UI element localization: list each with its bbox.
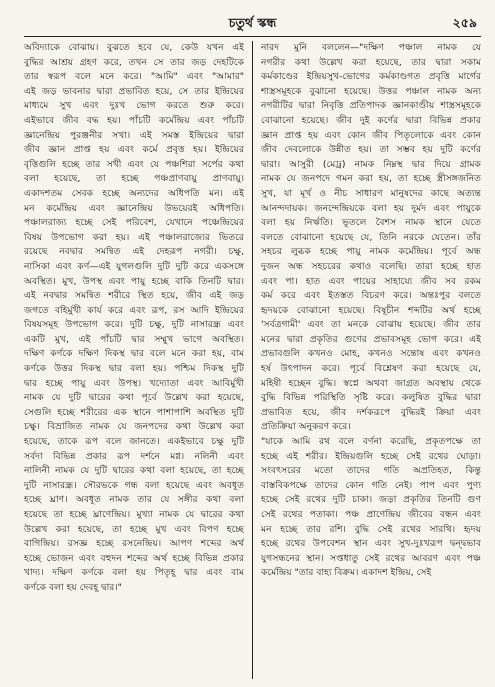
text-line: এইভাবে জীব বদ্ধ হয়। পাঁচটি কর্মেন্দ্রিয় এবং পাঁচটি: [24, 114, 244, 126]
text-line: জীব জ্ঞান প্রাপ্ত হয় এবং কর্মে প্রবৃত্ত হয়। ইন্দ্রিয়ের: [24, 144, 244, 156]
right-column: [252, 41, 481, 679]
text-columns: [24, 41, 481, 679]
page-number: ২৫৯: [452, 15, 477, 30]
text-line: দ্বারা। আসুরী (মেঢ্র) নামক নিম্নস্থ দ্বার দিয়ে গ্রামক: [261, 158, 481, 170]
text-line: রয়েছে নবদ্বার সমন্বিত এই দেহরূপ নগরী। চক্ষু,: [24, 246, 244, 258]
text-line: দুজন অন্ধ সহচরের কথাও বলেছি। তারা হচ্ছে হাত: [261, 260, 481, 272]
text-line: সেগুলি হচ্ছে শরীরের এক স্থানে পাশাপাশি অবস্থিত দুটি: [24, 406, 244, 418]
text-line: কর্ণকে উত্তর দিকস্থ দ্বার বলা হয়। পশ্চিম দিকস্থ দুটি: [24, 363, 244, 375]
text-line: জগতে বহির্মুখী কার্য করে এবং রূপ, রস আদি ইন্দ্রিয়ের: [24, 304, 244, 316]
text-line: বলতে বোঝানো হয়েছে যে, তিনি নরকে যেতেন। তাঁর: [261, 231, 481, 243]
text-line: বুদ্ধির আশ্রয় গ্রহণ করে, তখন সে তার জড় দেহটিকে: [24, 56, 244, 68]
text-line: সুখ, যা মূর্খ ও নীচ সাধারণ মানুষদের কাছে অত্যন্ত: [261, 187, 481, 199]
text-line: এই জড় ভাবনার দ্বারা প্রভাবিত হয়ে, সে তার ইন্দ্রিয়ের: [24, 85, 244, 97]
text-line: দক্ষিণ কর্ণকে দক্ষিণ দিকস্থ দ্বার বলে মনে করা হয়, বাম: [24, 348, 244, 360]
text-line: নাসিকা এবং কর্ণ—এই যুগলগুলি দুটি দুটি করে একসঙ্গে: [24, 260, 244, 272]
text-line: হয়েছে তা হচ্ছে ঘ্রাণেন্দ্রিয়। মুখ্যা নামক যে দ্বারের কথা: [24, 509, 244, 520]
text-line: নারদ মুনি বললেন—"দক্ষিণ পঞ্চাল নামক যে: [261, 42, 481, 53]
text-line: বাগিন্দ্রিয়। রসজ্ঞ হচ্ছে রসনেন্দ্রিয়। আপণ শব্দের অর্থ: [24, 538, 244, 550]
text-line: হচ্ছে রথের উপবেশন স্থান এবং সুখ-দুঃখরূপ দ্বন্দ্বভাব: [261, 538, 481, 550]
text-line: অবস্থিত। মুখ, উপস্থ এবং পায়ু হচ্ছে বাকি তিনটি দ্বার।: [24, 275, 244, 287]
text-line: নামক যে দুটি দ্বারের কথা পূর্বে উল্লেখ করা হয়েছে,: [24, 392, 244, 404]
text-line: "যাকে আমি রথ বলে বর্ণনা করেছি, প্রকৃতপক্ষে তা: [261, 436, 481, 448]
text-line: বিষয়সমূহ উপভোগ করে। দুটি চক্ষু, দুটি নাসারন্ধ্র এবং: [24, 319, 244, 331]
text-line: বৃত্তিগুলি হচ্ছে তার সখী এবং যে পঞ্চশিরা সর্পের কথা: [24, 158, 244, 170]
text-line: হচ্ছে ভোজন এবং বহুদন শব্দের অর্থ হচ্ছে বিভিন্ন প্রকার: [24, 552, 244, 564]
left-column: [24, 41, 252, 679]
text-line: নগরীর কথা উল্লেখ করা হয়েছে, তার দ্বারা সকাম: [261, 56, 481, 68]
text-line: দুটি নাসারন্ধ্র। সৌরভকে গন্ধ বলা হয়েছে এবং অবধূত: [24, 479, 244, 491]
text-line: প্রভাবগুলি কখনও মোহ, কখনও সন্তোষ এবং কখনও: [261, 348, 481, 360]
text-line: হচ্ছে ঘ্রাণ। অবধূত নামক তার যে সঙ্গীর কথা বলা: [24, 494, 244, 506]
text-line: কর্মকাণ্ডের ইন্দ্রিয়সুখ-ভোগের কর্মকাণ্ডগত প্রবৃত্তি মার্গের: [261, 71, 481, 83]
text-line: প্রভাবিত হয়ে, জীব দর্শকরূপে বুদ্ধিরই ক্রিয়া এবং: [261, 406, 481, 418]
text-line: প্রতিক্রিয়া অনুকরণ করে।: [261, 421, 351, 433]
text-line: বুদ্ধি বিভিন্ন পরিস্থিতি সৃষ্টি করে। কলুষিত বুদ্ধির দ্বারা: [261, 392, 481, 404]
text-line: হয়েছে, তাকে রূপ বলে জানতে। একইভাবে চক্ষু দুটি: [24, 436, 244, 448]
text-line: একটি মুখ, এই পাঁচটি দ্বার সম্মুখ ভাগে অবস্থিত।: [24, 333, 244, 345]
text-line: হচ্ছে এই শরীর। ইন্দ্রিয়গুলি হচ্ছে সেই রথের ঘোড়া।: [261, 450, 481, 462]
text-line: বলা হয়েছে, তা হচ্ছে পঞ্চপ্রাণবায়ু প্রাণবায়ু।: [24, 173, 244, 185]
running-title: চতুর্থ স্কন্ধ: [228, 15, 277, 30]
text-line: অবিদ্যাকে বোঝায়। বুঝতে হবে যে, কেউ যখন এই: [24, 42, 244, 53]
text-line: মন কর্মেন্দ্রিয় এবং জ্ঞানেন্দ্রিয় উভয়েরই অধিপতি।: [24, 202, 244, 214]
text-line: খাদ্য। দক্ষিণ কর্ণকে বলা হয় পিতৃহূ দ্বার এবং বাম: [24, 567, 244, 579]
text-line: চক্ষু। বিভ্রাজিত নামক যে জনপদের কথা উল্লেখ করা: [24, 421, 244, 433]
text-line: সেই রথের পতাকা। পঞ্চ প্রাণেন্দ্রিয় জীবের বন্ধন এবং: [261, 509, 481, 520]
text-line: সর্বদা বিভিন্ন প্রকার রূপ দর্শনে মগ্ন। নলিনী এবং: [24, 450, 244, 462]
text-line: শাস্ত্রসমূহকে বুঝানো হয়েছে। উত্তর পঞ্চাল নামক অন্য: [261, 85, 481, 97]
text-line: মনের দ্বারা প্রকৃতির গুণের প্রভাবসমূহ ভোগ করে। এই: [261, 333, 481, 345]
text-line: দ্বার হচ্ছে পায়ু এবং উপস্থ। খদ্যোতা এবং আবির্মুখী: [24, 377, 244, 389]
text-line: কর্ণকে বলা হয় দেবহূ দ্বার।": [24, 581, 122, 593]
text-line: বিষয় উপভোগ করা হয়। এই পঞ্চালরাজ্যের ভিতরে: [24, 231, 244, 243]
text-line: যুগসন্ধনের স্থান। সপ্তধাতু সেই রথের আবরণ এবং পঞ্চ: [261, 552, 481, 564]
text-line: কর্মেন্দ্রিয় "তার বাহ্য বিক্রম। একাদশ ইন্দ্রিয়, সেই: [261, 567, 432, 579]
text-line: নামক যে জনপদে গমন করা হয়, তা হচ্ছে স্ত্রীসঙ্গজনিত: [261, 173, 481, 185]
text-line: তার স্বরূপ বলে মনে করে। "আমি" এবং "আমার": [24, 71, 244, 83]
text-line: সংবৎসরের মতো তাদের গতি অপ্রতিহত, কিন্তু: [261, 465, 481, 477]
text-line: একাদশতম সেবক হচ্ছে অন্যদের অধিপতি মন। এই: [24, 187, 244, 199]
text-line: হৃদয়কে বোঝানো হয়েছে। বিষূচীন শব্দটির অর্থ হচ্ছে: [261, 304, 481, 316]
text-line: জীব দেবলোকে উন্নীত হয়। তা সম্ভব হয় দুটি কর্ণের: [261, 144, 481, 156]
text-line: জ্ঞান প্রাপ্ত হয় এবং কোন জীব পিতৃলোকে এবং কোন: [261, 129, 481, 141]
text-line: বোঝানো হয়েছে। জীব দুই কর্ণের দ্বারা বিভিন্ন প্রকার: [261, 114, 481, 126]
page-header: [24, 10, 481, 37]
text-line: মাধ্যমে সুখ এবং দুঃখ ভোগ করতে শুরু করে।: [24, 100, 244, 112]
text-line: মন হচ্ছে তার রশি। বুদ্ধি সেই রথের সারথি। হৃদয়: [261, 523, 481, 535]
text-line: কর্ম করে এবং ইতস্তত বিচরণ করে। অন্তঃপুর বলতে: [261, 290, 481, 302]
text-line: সহচর লুব্ধক হচ্ছে পায়ু নামক কর্মেন্দ্রিয়। পূর্বে অন্ধ: [261, 246, 481, 258]
text-line: উল্লেখ করা হয়েছে, তা হচ্ছে মুখ এবং বিপণ হচ্ছে: [24, 523, 244, 535]
text-line: নগরীটির দ্বারা নিবৃত্তি প্রতিপাদক জ্ঞানকাণ্ডীয় শাস্ত্রসমূহকে: [261, 100, 481, 112]
text-line: জ্ঞানেন্দ্রিয় পুরঞ্জনীর সখা। এই সমস্ত ইন্দ্রিয়ের দ্বারা: [24, 129, 244, 141]
text-line: হর্ষ উৎপাদন করে। পূর্বে বিশ্লেষণ করা হয়েছে যে,: [261, 363, 481, 375]
text-line: পঞ্চালরাজ্য হচ্ছে সেই পরিবেশ, যেখানে পঞ্চেন্দ্রিয়ের: [24, 217, 244, 229]
text-line: আনন্দদায়ক। জনন্দেন্দ্রিয়কে বলা হয় দুর্মদ এবং পায়ুকে: [261, 202, 481, 214]
text-line: বাস্তবিকপক্ষে তাদের কোন গতি নেই। পাপ এবং পুণ্য: [261, 479, 481, 491]
text-line: 'সর্বত্রগামী' এবং তা মনকে বোঝায় হয়েছে। জীব তার: [261, 319, 481, 331]
text-line: নালিনী নামক যে দুটি দ্বারের কথা বলা হয়েছে, তা হচ্ছে: [24, 465, 244, 477]
text-line: এবং পা। হাত এবং পায়ের সাহায্যে জীব সব রকম: [261, 275, 481, 287]
text-line: এই নবদ্বার সমন্বিত শরীরে স্থিত হয়ে, জীব এই জড়: [24, 290, 244, 302]
text-line: হচ্ছে সেই রথের দুটি চাকা। জড়া প্রকৃতির তিনটি গুণ: [261, 494, 481, 506]
text-line: মহিষী হচ্ছেন বুদ্ধি। স্বপ্নে অথবা জাগ্রত অবস্থায় থেকে: [261, 377, 481, 389]
text-line: বলা হয় নির্ঋতি। ভূতলে বৈশস নামক স্থানে যেতে: [261, 217, 481, 229]
